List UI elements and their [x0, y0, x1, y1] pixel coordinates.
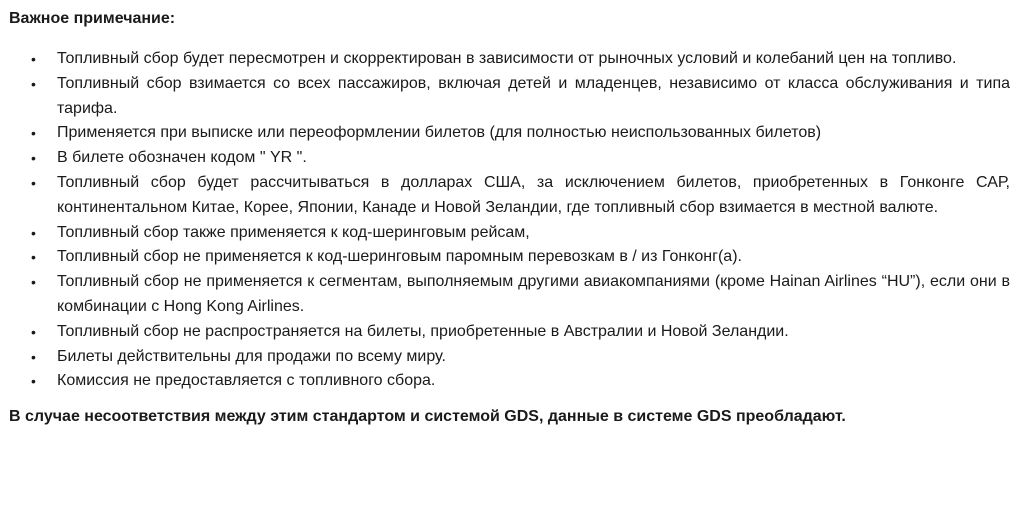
list-item: [9, 171, 1010, 221]
list-item: [9, 270, 1010, 320]
gds-precedence-note: В случае несоответствия между этим стандартом и системой GDS, данные в системе GDS преобладают.: [9, 408, 846, 426]
bullet-icon: •: [31, 224, 36, 241]
list-item-text: Топливный сбор также применяется к код-шеринговым рейсам,: [57, 223, 530, 241]
list-item: [9, 245, 1010, 270]
list-item: [9, 221, 1010, 246]
bullet-icon: •: [31, 274, 36, 291]
list-item-text: Билеты действительны для продажи по всему миру.: [57, 347, 446, 365]
bullet-icon: •: [31, 125, 36, 142]
list-item: [9, 121, 1010, 146]
list-item-text: Применяется при выписке или переоформлении билетов (для полностью неиспользованных билетов): [57, 124, 822, 142]
list-item: [9, 72, 1010, 122]
bullet-icon: •: [31, 75, 36, 92]
list-item: [9, 146, 1010, 171]
list-item: [9, 369, 1010, 394]
list-item: [9, 47, 1010, 72]
list-item-text: Топливный сбор не распространяется на билеты, приобретенные в Австралии и Новой Зеландии.: [57, 322, 789, 340]
list-item-text: Комиссия не предоставляется с топливного сбора.: [57, 372, 436, 390]
bullet-icon: •: [31, 51, 36, 67]
notice-heading: Важное примечание:: [9, 10, 176, 27]
list-item-text: Топливный сбор не применяется к сегментам, выполняемым другими авиакомпаниями (кроме Hainan Airlines “HU”), если они в комбинации с Hong Kong Airlines.: [57, 273, 1010, 315]
bullet-icon: •: [31, 373, 36, 390]
bullet-icon: •: [31, 348, 36, 365]
list-item-text: Топливный сбор взимается со всех пассажиров, включая детей и младенцев, независимо от класса обслуживания и типа тарифа.: [57, 74, 1010, 117]
list-item: [9, 320, 1010, 345]
bullet-icon: •: [31, 323, 36, 340]
bullet-icon: •: [31, 150, 36, 167]
list-item-text: В билете обозначен кодом " YR ".: [57, 149, 307, 167]
list-item-text: Топливный сбор будет рассчитываться в долларах США, за исключением билетов, приобретенных в Гонконге САР, континентальном Китае, Корее, Японии, Канаде и Новой Зеландии, где топливный сбор взимается в местной валюте.: [57, 173, 1010, 216]
list-item: [9, 345, 1010, 370]
notes-list: [9, 47, 1010, 394]
bullet-icon: •: [31, 174, 36, 191]
list-item-text: Топливный сбор не применяется к код-шеринговым паромным перевозкам в / из Гонконг(а).: [57, 248, 742, 266]
bullet-icon: •: [31, 249, 36, 266]
list-item-text: Топливный сбор будет пересмотрен и скорректирован в зависимости от рыночных условий и колебаний цен на топливо.: [57, 50, 957, 67]
document: [9, 0, 1010, 429]
